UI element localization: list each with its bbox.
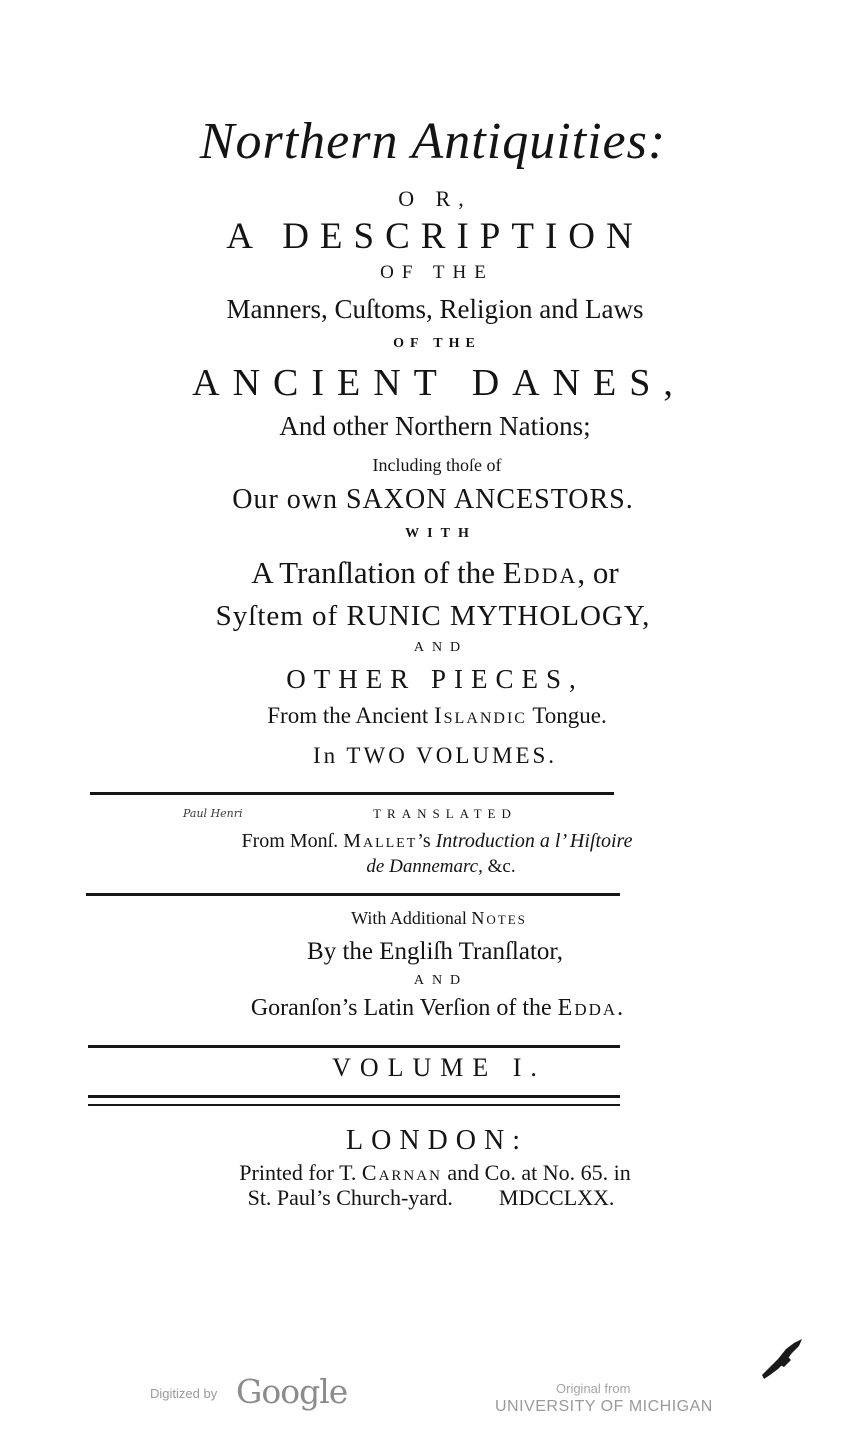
of-the-line-1: OF THE bbox=[380, 262, 494, 283]
goranson-line: Goranſon’s Latin Verſion of the Edda. bbox=[250, 995, 624, 1021]
description-heading: A DESCRIPTION bbox=[226, 216, 644, 257]
google-logo: Google bbox=[236, 1372, 348, 1411]
two-volumes-line: In TWO VOLUMES. bbox=[312, 743, 558, 768]
runic-mythology-line: Syſtem of RUNIC MYTHOLOGY, bbox=[215, 600, 651, 632]
divider-rule-1 bbox=[90, 792, 614, 795]
dannemarc-line: de Dannemarc, &c. bbox=[366, 856, 516, 877]
divider-rule-4a bbox=[88, 1095, 620, 1098]
translated-line: TRANSLATED bbox=[373, 806, 517, 821]
additional-notes-line: With Additional Notes bbox=[351, 908, 527, 928]
translation-edda-line: A Tranſlation of the Edda, or bbox=[251, 555, 619, 590]
and-line-2: AND bbox=[413, 973, 469, 988]
divider-rule-4b bbox=[88, 1104, 620, 1106]
islandic-tongue-line: From the Ancient Islandic Tongue. bbox=[267, 703, 607, 728]
london-imprint: LONDON: bbox=[346, 1125, 528, 1156]
saxon-ancestors-line: Our own SAXON ANCESTORS. bbox=[232, 484, 634, 515]
including-line: Including thoſe of bbox=[372, 455, 502, 475]
university-of-michigan-label: UNIVERSITY OF MICHIGAN bbox=[495, 1398, 713, 1415]
divider-rule-3 bbox=[88, 1045, 620, 1048]
manners-line: Manners, Cuſtoms, Religion and Laws bbox=[226, 294, 644, 324]
divider-rule-2 bbox=[86, 893, 620, 896]
and-other-nations-line: And other Northern Nations; bbox=[279, 411, 591, 441]
church-yard-date-line: St. Paul’s Church-yard. MDCCLXX. bbox=[247, 1185, 615, 1210]
and-line-1: AND bbox=[413, 640, 469, 655]
of-the-line-2: OF THE bbox=[393, 336, 481, 351]
volume-label: VOLUME I. bbox=[332, 1053, 546, 1082]
printer-line: Printed for T. Carnan and Co. at No. 65. in bbox=[239, 1160, 631, 1185]
original-from-label: Original from bbox=[556, 1381, 631, 1396]
book-title: Northern Antiquities: bbox=[199, 113, 667, 170]
handwritten-annotation: Paul Henri bbox=[183, 807, 243, 820]
ink-blot-mark bbox=[758, 1335, 808, 1388]
mallet-introduction-line: From Monſ. Mallet’s Introduction a l’ Hiſtoire bbox=[241, 830, 633, 852]
english-translator-line: By the Engliſh Tranſlator, bbox=[307, 938, 563, 965]
ancient-danes-heading: ANCIENT DANES, bbox=[192, 362, 686, 404]
digitized-by-label: Digitized by bbox=[150, 1386, 218, 1401]
or-line: O R, bbox=[398, 186, 472, 211]
other-pieces-line: OTHER PIECES, bbox=[286, 664, 584, 694]
with-line: WITH bbox=[405, 526, 477, 541]
